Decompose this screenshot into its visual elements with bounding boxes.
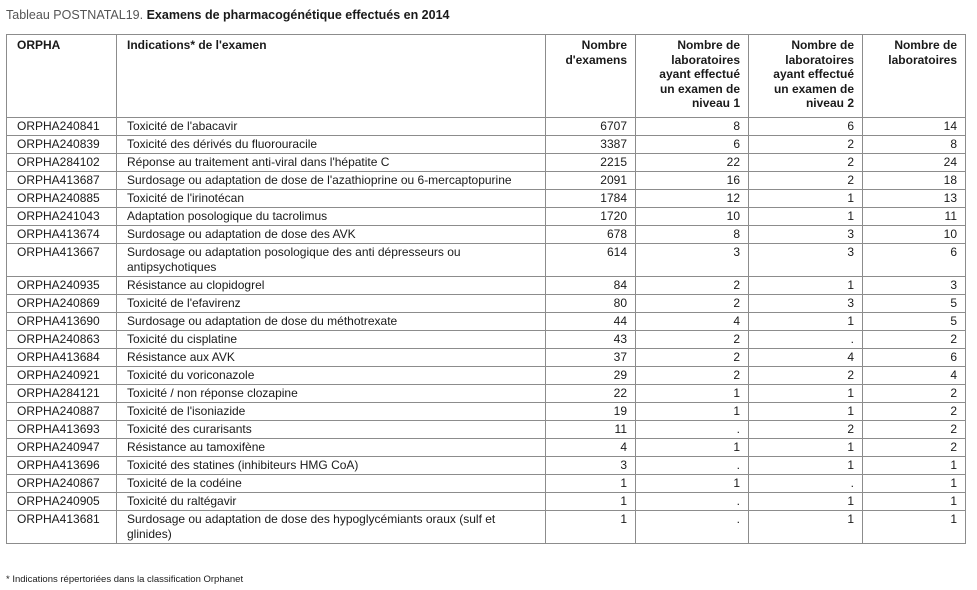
cell-orpha: ORPHA240885 — [7, 190, 117, 208]
pharmacogenetics-table — [6, 34, 966, 544]
table-row — [7, 367, 966, 385]
cell-labs-niveau-2: 1 — [749, 190, 863, 208]
table-number: Tableau POSTNATAL19. — [6, 8, 144, 22]
cell-nombre-examens: 678 — [546, 226, 636, 244]
cell-labs-niveau-1: 2 — [636, 349, 749, 367]
cell-nombre-examens: 84 — [546, 277, 636, 295]
cell-labs-niveau-1: 16 — [636, 172, 749, 190]
cell-labs-niveau-2: 1 — [749, 385, 863, 403]
cell-labs-niveau-2: 3 — [749, 295, 863, 313]
cell-labs-niveau-2: . — [749, 475, 863, 493]
cell-labs-niveau-1: 8 — [636, 226, 749, 244]
cell-nombre-examens: 80 — [546, 295, 636, 313]
cell-nombre-examens: 22 — [546, 385, 636, 403]
cell-orpha: ORPHA413687 — [7, 172, 117, 190]
cell-nombre-examens: 1784 — [546, 190, 636, 208]
cell-nombre-examens: 3 — [546, 457, 636, 475]
table-row — [7, 511, 966, 544]
table-row — [7, 208, 966, 226]
cell-orpha: ORPHA240935 — [7, 277, 117, 295]
table-row — [7, 493, 966, 511]
cell-nombre-laboratoires: 1 — [863, 457, 966, 475]
cell-indication: Résistance au tamoxifène — [117, 439, 546, 457]
cell-nombre-laboratoires: 14 — [863, 118, 966, 136]
cell-nombre-examens: 44 — [546, 313, 636, 331]
table-row — [7, 277, 966, 295]
table-row — [7, 136, 966, 154]
cell-labs-niveau-2: 3 — [749, 244, 863, 277]
table-row — [7, 475, 966, 493]
cell-orpha: ORPHA413674 — [7, 226, 117, 244]
cell-nombre-examens: 2091 — [546, 172, 636, 190]
cell-nombre-laboratoires: 2 — [863, 403, 966, 421]
cell-indication: Toxicité / non réponse clozapine — [117, 385, 546, 403]
cell-labs-niveau-2: 6 — [749, 118, 863, 136]
cell-nombre-laboratoires: 6 — [863, 244, 966, 277]
table-caption: Examens de pharmacogénétique effectués en 2014 — [146, 8, 450, 22]
cell-labs-niveau-1: . — [636, 421, 749, 439]
cell-nombre-laboratoires: 8 — [863, 136, 966, 154]
cell-nombre-laboratoires: 2 — [863, 421, 966, 439]
cell-nombre-examens: 1 — [546, 493, 636, 511]
cell-indication: Toxicité de l'irinotécan — [117, 190, 546, 208]
table-row — [7, 349, 966, 367]
cell-indication: Résistance au clopidogrel — [117, 277, 546, 295]
table-row — [7, 331, 966, 349]
cell-nombre-examens: 3387 — [546, 136, 636, 154]
cell-orpha: ORPHA240921 — [7, 367, 117, 385]
header-labs-niveau-1: Nombre de laboratoires ayant effectué un examen de niveau 1 — [636, 35, 749, 118]
cell-labs-niveau-1: 2 — [636, 277, 749, 295]
cell-labs-niveau-1: 2 — [636, 367, 749, 385]
cell-labs-niveau-2: 1 — [749, 277, 863, 295]
cell-labs-niveau-2: 4 — [749, 349, 863, 367]
table-row — [7, 403, 966, 421]
cell-orpha: ORPHA240869 — [7, 295, 117, 313]
cell-indication: Surdosage ou adaptation posologique des anti dépresseurs ou antipsychotiques — [117, 244, 546, 277]
cell-nombre-examens: 1 — [546, 475, 636, 493]
cell-labs-niveau-1: 2 — [636, 331, 749, 349]
footnote: * Indications répertoriées dans la classification Orphanet — [6, 574, 244, 585]
cell-indication: Toxicité du raltégavir — [117, 493, 546, 511]
cell-labs-niveau-2: 1 — [749, 439, 863, 457]
cell-indication: Toxicité des dérivés du fluorouracile — [117, 136, 546, 154]
cell-orpha: ORPHA413667 — [7, 244, 117, 277]
cell-nombre-laboratoires: 1 — [863, 493, 966, 511]
cell-orpha: ORPHA240863 — [7, 331, 117, 349]
cell-labs-niveau-2: 1 — [749, 511, 863, 544]
cell-nombre-laboratoires: 18 — [863, 172, 966, 190]
cell-labs-niveau-2: 1 — [749, 493, 863, 511]
cell-nombre-laboratoires: 5 — [863, 313, 966, 331]
cell-labs-niveau-2: 2 — [749, 154, 863, 172]
cell-indication: Toxicité des curarisants — [117, 421, 546, 439]
cell-nombre-examens: 1 — [546, 511, 636, 544]
cell-labs-niveau-1: 3 — [636, 244, 749, 277]
cell-indication: Résistance aux AVK — [117, 349, 546, 367]
cell-labs-niveau-1: . — [636, 457, 749, 475]
cell-orpha: ORPHA413693 — [7, 421, 117, 439]
cell-indication: Toxicité de l'abacavir — [117, 118, 546, 136]
cell-labs-niveau-1: 1 — [636, 475, 749, 493]
table-row — [7, 439, 966, 457]
cell-orpha: ORPHA240841 — [7, 118, 117, 136]
cell-nombre-laboratoires: 3 — [863, 277, 966, 295]
cell-labs-niveau-1: 1 — [636, 439, 749, 457]
cell-indication: Toxicité de l'isoniazide — [117, 403, 546, 421]
cell-orpha: ORPHA413696 — [7, 457, 117, 475]
cell-indication: Adaptation posologique du tacrolimus — [117, 208, 546, 226]
cell-orpha: ORPHA241043 — [7, 208, 117, 226]
cell-labs-niveau-1: 8 — [636, 118, 749, 136]
cell-nombre-laboratoires: 2 — [863, 439, 966, 457]
cell-labs-niveau-2: 1 — [749, 403, 863, 421]
table-row — [7, 118, 966, 136]
table-row — [7, 226, 966, 244]
cell-nombre-examens: 19 — [546, 403, 636, 421]
cell-nombre-examens: 37 — [546, 349, 636, 367]
cell-nombre-laboratoires: 6 — [863, 349, 966, 367]
table-row — [7, 421, 966, 439]
cell-labs-niveau-2: 1 — [749, 313, 863, 331]
cell-nombre-examens: 6707 — [546, 118, 636, 136]
header-nombre-examens: Nombre d'examens — [546, 35, 636, 118]
table-row — [7, 154, 966, 172]
cell-labs-niveau-1: 12 — [636, 190, 749, 208]
cell-labs-niveau-1: 22 — [636, 154, 749, 172]
table-row — [7, 172, 966, 190]
cell-labs-niveau-1: 2 — [636, 295, 749, 313]
header-nombre-laboratoires: Nombre de laboratoires — [863, 35, 966, 118]
cell-labs-niveau-2: 1 — [749, 457, 863, 475]
cell-nombre-laboratoires: 2 — [863, 385, 966, 403]
cell-nombre-laboratoires: 11 — [863, 208, 966, 226]
cell-nombre-examens: 614 — [546, 244, 636, 277]
table-row — [7, 313, 966, 331]
table-row — [7, 295, 966, 313]
cell-indication: Surdosage ou adaptation de dose de l'azathioprine ou 6-mercaptopurine — [117, 172, 546, 190]
cell-nombre-laboratoires: 1 — [863, 475, 966, 493]
cell-orpha: ORPHA284102 — [7, 154, 117, 172]
cell-labs-niveau-1: . — [636, 493, 749, 511]
cell-labs-niveau-2: 2 — [749, 367, 863, 385]
cell-nombre-laboratoires: 10 — [863, 226, 966, 244]
header-labs-niveau-2: Nombre de laboratoires ayant effectué un examen de niveau 2 — [749, 35, 863, 118]
cell-indication: Surdosage ou adaptation de dose des AVK — [117, 226, 546, 244]
cell-nombre-examens: 2215 — [546, 154, 636, 172]
header-row — [7, 35, 966, 118]
table-row — [7, 457, 966, 475]
cell-nombre-examens: 11 — [546, 421, 636, 439]
cell-nombre-laboratoires: 5 — [863, 295, 966, 313]
cell-orpha: ORPHA413690 — [7, 313, 117, 331]
header-orpha: ORPHA — [7, 35, 117, 118]
cell-orpha: ORPHA413684 — [7, 349, 117, 367]
table-row — [7, 244, 966, 277]
table-title — [6, 8, 450, 22]
cell-indication: Réponse au traitement anti-viral dans l'hépatite C — [117, 154, 546, 172]
cell-labs-niveau-2: 3 — [749, 226, 863, 244]
cell-indication: Surdosage ou adaptation de dose des hypoglycémiants oraux (sulf et glinides) — [117, 511, 546, 544]
cell-nombre-laboratoires: 2 — [863, 331, 966, 349]
cell-labs-niveau-1: 6 — [636, 136, 749, 154]
cell-labs-niveau-2: 1 — [749, 208, 863, 226]
table-row — [7, 385, 966, 403]
cell-labs-niveau-2: 2 — [749, 172, 863, 190]
cell-orpha: ORPHA240947 — [7, 439, 117, 457]
cell-labs-niveau-1: 4 — [636, 313, 749, 331]
cell-indication: Toxicité du cisplatine — [117, 331, 546, 349]
cell-labs-niveau-2: 2 — [749, 421, 863, 439]
cell-labs-niveau-1: 10 — [636, 208, 749, 226]
cell-indication: Toxicité de la codéine — [117, 475, 546, 493]
cell-nombre-laboratoires: 4 — [863, 367, 966, 385]
cell-orpha: ORPHA240867 — [7, 475, 117, 493]
table-body — [7, 118, 966, 544]
cell-nombre-examens: 43 — [546, 331, 636, 349]
cell-nombre-examens: 29 — [546, 367, 636, 385]
cell-orpha: ORPHA240839 — [7, 136, 117, 154]
header-indications: Indications* de l'examen — [117, 35, 546, 118]
cell-indication: Toxicité des statines (inhibiteurs HMG CoA) — [117, 457, 546, 475]
cell-orpha: ORPHA284121 — [7, 385, 117, 403]
cell-indication: Surdosage ou adaptation de dose du méthotrexate — [117, 313, 546, 331]
cell-nombre-examens: 1720 — [546, 208, 636, 226]
cell-nombre-laboratoires: 24 — [863, 154, 966, 172]
cell-labs-niveau-2: . — [749, 331, 863, 349]
cell-orpha: ORPHA240905 — [7, 493, 117, 511]
cell-labs-niveau-1: 1 — [636, 403, 749, 421]
cell-nombre-laboratoires: 13 — [863, 190, 966, 208]
cell-labs-niveau-1: 1 — [636, 385, 749, 403]
cell-orpha: ORPHA240887 — [7, 403, 117, 421]
cell-nombre-examens: 4 — [546, 439, 636, 457]
cell-indication: Toxicité du voriconazole — [117, 367, 546, 385]
table-row — [7, 190, 966, 208]
cell-nombre-laboratoires: 1 — [863, 511, 966, 544]
cell-orpha: ORPHA413681 — [7, 511, 117, 544]
cell-labs-niveau-1: . — [636, 511, 749, 544]
cell-indication: Toxicité de l'efavirenz — [117, 295, 546, 313]
cell-labs-niveau-2: 2 — [749, 136, 863, 154]
